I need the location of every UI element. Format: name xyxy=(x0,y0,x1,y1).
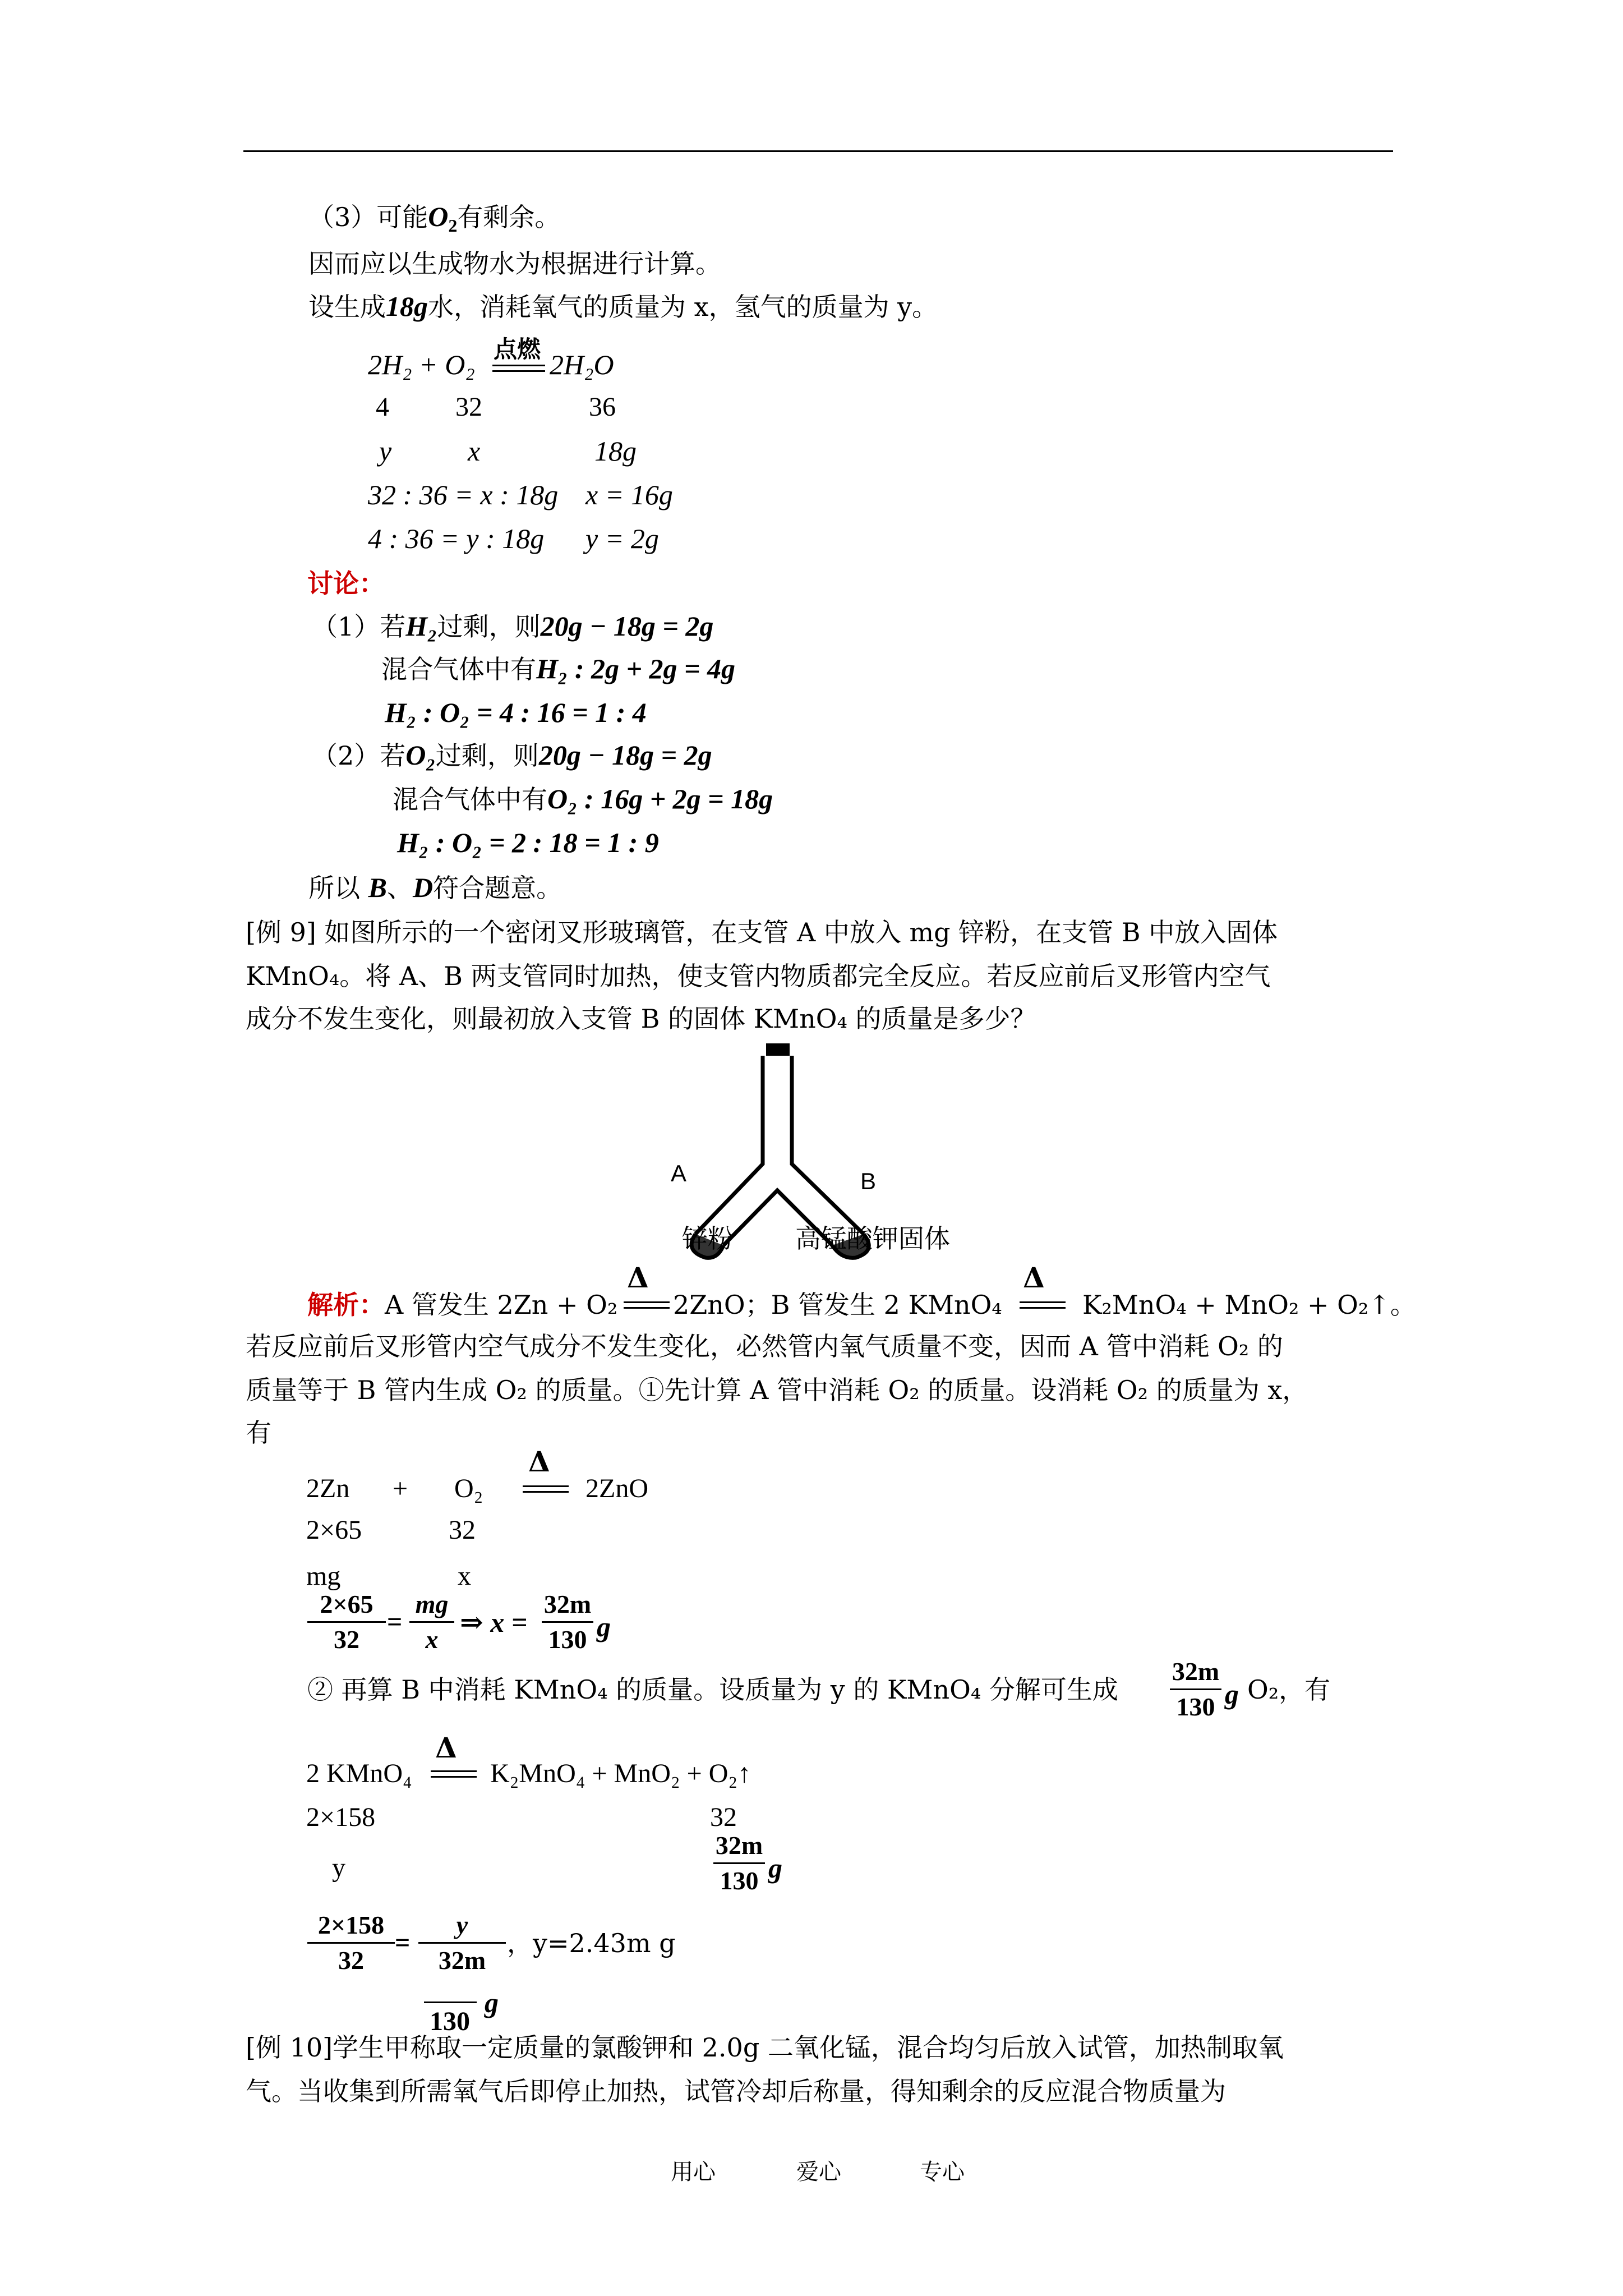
denominator: 130 xyxy=(430,2007,470,2036)
fraction: 2×65 32 xyxy=(307,1589,386,1655)
discussion-heading: 讨论： xyxy=(307,568,385,599)
tube-outline xyxy=(792,1056,864,1234)
fraction-bar xyxy=(424,2001,477,2003)
delta-symbol: Δ xyxy=(528,1445,550,1478)
equals-bar xyxy=(1020,1307,1066,1309)
product: 2ZnO xyxy=(585,1474,648,1503)
text-line: 因而应以生成物水为根据进行计算。 xyxy=(308,249,721,279)
reaction-condition: 点燃 xyxy=(494,335,541,363)
ratio-line: H₂ : O₂ = 2 : 18 = 1 : 9 xyxy=(397,827,659,858)
footer-item: 专心 xyxy=(920,2159,965,2185)
analysis-line: 解析：A 管发生 2Zn + O₂ xyxy=(307,1290,618,1320)
footer-item: 用心 xyxy=(671,2159,716,2185)
equals-bar xyxy=(624,1307,670,1309)
text-line: 质量等于 B 管内生成 O₂ 的质量。①先计算 A 管中消耗 O₂ 的质量。设消耗 O₂ 的质量为 x， xyxy=(246,1375,1308,1405)
reactant: O₂ xyxy=(454,1474,483,1503)
fraction: mg x xyxy=(409,1589,454,1655)
text-line: （3）可能$O_2$有剩余。 xyxy=(308,201,561,236)
products: K₂MnO₄ + MnO₂ + O₂↑ xyxy=(490,1759,751,1788)
equals-bar xyxy=(523,1485,569,1487)
equals: = xyxy=(387,1607,403,1637)
fraction: 32m 130 xyxy=(542,1589,593,1655)
variable: mg xyxy=(306,1561,341,1591)
variable: y xyxy=(379,435,392,467)
label-zinc: 锌粉 xyxy=(682,1223,734,1254)
text-line: （2）若O₂过剩，则20g − 18g = 2g xyxy=(312,739,712,771)
equals-bar xyxy=(431,1776,477,1778)
text-line: 所以 B、D符合题意。 xyxy=(308,872,562,903)
text-line: [例 9] 如图所示的一个密闭叉形玻璃管，在支管 A 中放入 mg 锌粉，在支管 B 中放入固体 xyxy=(246,917,1278,947)
plus-sign: + xyxy=(393,1474,408,1503)
equals-bar xyxy=(492,370,545,372)
equals-bar xyxy=(492,365,545,366)
result: x = 16g xyxy=(585,479,673,510)
molar-mass: 32 xyxy=(710,1802,737,1832)
reactant: 2Zn xyxy=(306,1474,350,1503)
equals: = xyxy=(395,1928,411,1958)
text-line: 成分不发生变化，则最初放入支管 B 的固体 KMnO₄ 的质量是多少？ xyxy=(246,1004,1036,1034)
label-b: B xyxy=(860,1168,877,1194)
unit: g xyxy=(768,1852,782,1884)
variable: x xyxy=(468,435,481,467)
delta-symbol: Δ xyxy=(1023,1261,1045,1294)
text-line: 气。当收集到所需氧气后即停止加热，试管冷却后称量，得知剩余的反应混合物质量为 xyxy=(246,2076,1226,2106)
equals-bar xyxy=(431,1770,477,1772)
fraction: 32m 130 xyxy=(713,1830,765,1897)
fraction: 32m 130 xyxy=(1170,1656,1221,1723)
proportion: 32 : 36 = x : 18g xyxy=(368,479,559,510)
molar-mass: 2×158 xyxy=(306,1802,376,1832)
text-line: [例 10]学生甲称取一定质量的氯酸钾和 2.0g 二氧化锰，混合均匀后放入试管，加热制取氧 xyxy=(246,2032,1284,2063)
molar-mass: 36 xyxy=(589,392,616,422)
stopper-icon xyxy=(766,1043,790,1056)
text-line: 有 xyxy=(246,1418,271,1448)
proportion: 4 : 36 = y : 18g xyxy=(368,523,545,554)
analysis-line: 2ZnO；B 管发生 2 KMnO₄ xyxy=(673,1290,1002,1320)
text-line: KMnO₄。将 A、B 两支管同时加热，使支管内物质都完全反应。若反应前后叉形管内空气 xyxy=(246,961,1271,991)
variable: y xyxy=(332,1853,345,1883)
equation-reactants: 2H₂ + O₂ xyxy=(368,349,475,380)
reactant: 2 KMnO₄ xyxy=(306,1759,412,1788)
delta-symbol: Δ xyxy=(435,1731,457,1764)
unit: g xyxy=(597,1611,611,1642)
fraction: 2×158 32 xyxy=(307,1910,395,1976)
result-text: ，y=2.43m g xyxy=(507,1928,676,1958)
ratio-line: H₂ : O₂ = 4 : 16 = 1 : 4 xyxy=(385,697,647,728)
footer-item: 爱心 xyxy=(796,2159,841,2185)
unit: g xyxy=(485,1987,499,2018)
text-line: 设生成18g水，消耗氧气的质量为 x，氢气的质量为 y。 xyxy=(308,291,938,322)
equals-bar xyxy=(624,1301,670,1303)
label-kmno4: 高锰酸钾固体 xyxy=(795,1223,950,1254)
text-line: 混合气体中有O₂ : 16g + 2g = 18g xyxy=(393,783,773,815)
text-line: 混合气体中有H₂ : 2g + 2g = 4g xyxy=(381,653,735,684)
molar-mass: 32 xyxy=(449,1515,476,1545)
analysis-line: K₂MnO₄ + MnO₂ + O₂↑。 xyxy=(1082,1290,1416,1320)
text-line: （1）若H₂过剩，则20g − 18g = 2g xyxy=(312,610,714,642)
molar-mass: 2×65 xyxy=(306,1515,362,1545)
equals-bar xyxy=(1020,1301,1066,1303)
implies: ⇒ x = xyxy=(460,1607,528,1638)
molar-mass: 4 xyxy=(376,392,389,422)
text-line: O₂，有 xyxy=(1247,1674,1331,1705)
text-line: ② 再算 B 中消耗 KMnO₄ 的质量。设质量为 y 的 KMnO₄ 分解可生成 xyxy=(307,1674,1118,1705)
header-rule xyxy=(243,150,1393,152)
label-a: A xyxy=(671,1160,687,1186)
unit: g xyxy=(1225,1678,1239,1710)
text-line: 若反应前后叉形管内空气成分不发生变化，必然管内氧气质量不变，因而 A 管中消耗 O₂ 的 xyxy=(246,1331,1283,1361)
compound-fraction: y 32m xyxy=(418,1910,506,1976)
variable: 18g xyxy=(594,435,637,467)
molar-mass: 32 xyxy=(455,392,482,422)
variable: x xyxy=(458,1561,471,1591)
result: y = 2g xyxy=(585,523,659,554)
equation-product: 2H₂O xyxy=(550,349,614,380)
delta-symbol: Δ xyxy=(627,1261,649,1294)
tube-outline xyxy=(695,1056,763,1234)
equals-bar xyxy=(523,1491,569,1493)
